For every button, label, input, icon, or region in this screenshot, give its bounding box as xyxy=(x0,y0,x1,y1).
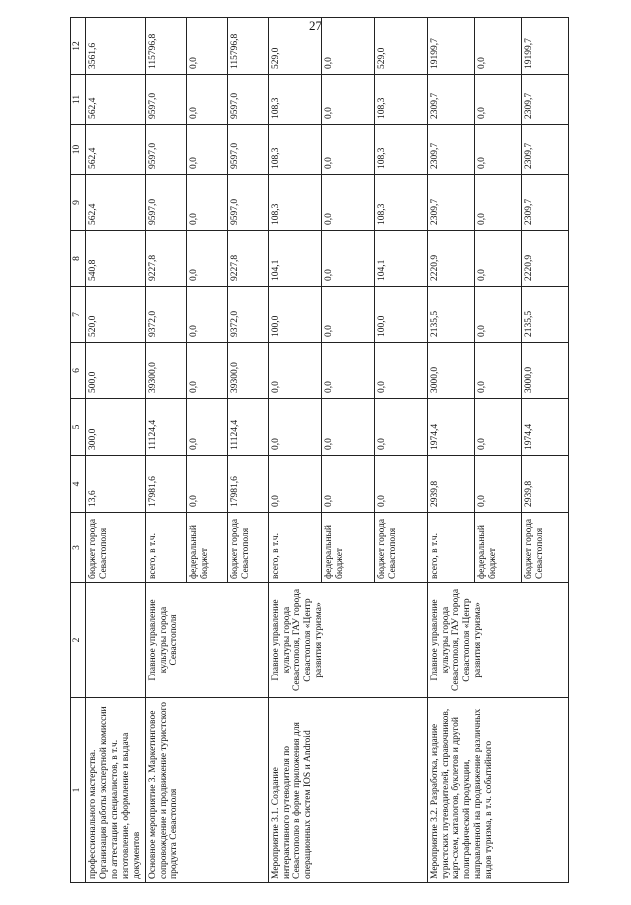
value-cell: 0,0 xyxy=(374,399,427,456)
value-cell: 100,0 xyxy=(374,287,427,343)
activity-cell: профессионального мастерства. Организация работы экспертной комиссии по аттестации специалистов, в т.ч. изготовление, оформление и выдача документов xyxy=(86,698,146,883)
value-cell: 9227,8 xyxy=(145,231,186,287)
total-cell: 19199,7 xyxy=(427,18,474,75)
total-cell: 0,0 xyxy=(186,18,227,75)
total-cell: 529,0 xyxy=(374,18,427,75)
value-cell: 108,3 xyxy=(268,175,321,231)
value-cell: 0,0 xyxy=(474,175,521,231)
value-cell: 0,0 xyxy=(268,456,321,513)
value-cell: 0,0 xyxy=(268,399,321,456)
executor-cell: Главное управление культуры города Севастополя, ГАУ города Севастополя «Центр развития туризма» xyxy=(427,583,568,698)
value-cell: 0,0 xyxy=(321,231,374,287)
column-header: 2 xyxy=(71,583,86,698)
value-cell: 108,3 xyxy=(374,125,427,175)
value-cell: 9597,0 xyxy=(227,75,268,125)
value-cell: 2309,7 xyxy=(427,75,474,125)
source-cell: бюджет города Севастополя xyxy=(521,513,568,583)
rotated-table-wrapper xyxy=(70,33,600,883)
activity-cell: Мероприятие 3.2. Разработка, издание туристских путеводителей, справочников, карт-схем, каталогов, буклетов и другой полиграфической продукции, направленной на продвижение различных видов туризма, в т.ч. событийного xyxy=(427,698,568,883)
value-cell: 0,0 xyxy=(374,343,427,399)
column-header: 5 xyxy=(71,399,86,456)
value-cell: 2220,9 xyxy=(427,231,474,287)
value-cell: 0,0 xyxy=(186,456,227,513)
value-cell: 0,0 xyxy=(321,399,374,456)
total-cell: 115796,8 xyxy=(227,18,268,75)
value-cell: 1974,4 xyxy=(521,399,568,456)
value-cell: 9597,0 xyxy=(145,125,186,175)
value-cell: 300,0 xyxy=(86,399,146,456)
activity-cell: Основное мероприятие 3. Маркетинговое сопровождение и продвижение туристского продукта Севастополя xyxy=(145,698,268,883)
value-cell: 2309,7 xyxy=(427,175,474,231)
value-cell: 0,0 xyxy=(321,287,374,343)
value-cell: 104,1 xyxy=(268,231,321,287)
value-cell: 3000,0 xyxy=(521,343,568,399)
value-cell: 0,0 xyxy=(321,456,374,513)
value-cell: 2939,8 xyxy=(427,456,474,513)
total-cell: 115796,8 xyxy=(145,18,186,75)
value-cell: 0,0 xyxy=(268,343,321,399)
column-header: 3 xyxy=(71,513,86,583)
value-cell: 0,0 xyxy=(474,343,521,399)
value-cell: 108,3 xyxy=(374,175,427,231)
value-cell: 2135,5 xyxy=(521,287,568,343)
value-cell: 520,0 xyxy=(86,287,146,343)
value-cell: 0,0 xyxy=(321,175,374,231)
header-row xyxy=(71,18,86,883)
value-cell: 108,3 xyxy=(374,75,427,125)
value-cell: 2220,9 xyxy=(521,231,568,287)
column-header: 8 xyxy=(71,231,86,287)
value-cell: 3000,0 xyxy=(427,343,474,399)
value-cell: 0,0 xyxy=(474,75,521,125)
source-cell: федеральный бюджет xyxy=(186,513,227,583)
table-row xyxy=(268,18,321,883)
value-cell: 0,0 xyxy=(321,125,374,175)
value-cell: 0,0 xyxy=(186,125,227,175)
value-cell: 100,0 xyxy=(268,287,321,343)
value-cell: 2939,8 xyxy=(521,456,568,513)
total-cell: 0,0 xyxy=(321,18,374,75)
value-cell: 2309,7 xyxy=(521,75,568,125)
column-header: 7 xyxy=(71,287,86,343)
value-cell: 9597,0 xyxy=(227,125,268,175)
value-cell: 17981,6 xyxy=(145,456,186,513)
table-row xyxy=(86,18,146,883)
value-cell: 2309,7 xyxy=(521,125,568,175)
value-cell: 0,0 xyxy=(321,75,374,125)
value-cell: 39300,0 xyxy=(145,343,186,399)
value-cell: 11124,4 xyxy=(145,399,186,456)
value-cell: 500,0 xyxy=(86,343,146,399)
value-cell: 0,0 xyxy=(474,399,521,456)
source-cell: федеральный бюджет xyxy=(474,513,521,583)
value-cell: 104,1 xyxy=(374,231,427,287)
column-header: 9 xyxy=(71,175,86,231)
value-cell: 108,3 xyxy=(268,125,321,175)
table-row xyxy=(145,18,186,883)
source-cell: бюджет города Севастополя xyxy=(374,513,427,583)
column-header: 6 xyxy=(71,343,86,399)
value-cell: 9597,0 xyxy=(145,175,186,231)
value-cell: 17981,6 xyxy=(227,456,268,513)
value-cell: 0,0 xyxy=(186,231,227,287)
value-cell: 0,0 xyxy=(374,456,427,513)
page-number: 27 xyxy=(309,18,322,33)
budget-table xyxy=(70,17,569,883)
value-cell: 1974,4 xyxy=(427,399,474,456)
value-cell: 0,0 xyxy=(186,399,227,456)
value-cell: 0,0 xyxy=(321,343,374,399)
column-header: 4 xyxy=(71,456,86,513)
value-cell: 540,8 xyxy=(86,231,146,287)
value-cell: 0,0 xyxy=(186,75,227,125)
source-cell: всего, в т.ч. xyxy=(427,513,474,583)
value-cell: 0,0 xyxy=(474,125,521,175)
source-cell: бюджет города Севастополя xyxy=(86,513,146,583)
source-cell: всего, в т.ч. xyxy=(268,513,321,583)
total-cell: 529,0 xyxy=(268,18,321,75)
value-cell: 0,0 xyxy=(474,287,521,343)
value-cell: 9372,0 xyxy=(145,287,186,343)
source-cell: всего, в т.ч. xyxy=(145,513,186,583)
value-cell: 0,0 xyxy=(474,231,521,287)
executor-cell: Главное управление культуры города Севастополя xyxy=(145,583,268,698)
value-cell: 2309,7 xyxy=(427,125,474,175)
total-cell: 0,0 xyxy=(474,18,521,75)
executor-cell: Главное управление культуры города Севастополя, ГАУ города Севастополя «Центр развития туризма» xyxy=(268,583,427,698)
source-cell: бюджет города Севастополя xyxy=(227,513,268,583)
executor-cell xyxy=(86,583,146,698)
value-cell: 9597,0 xyxy=(227,175,268,231)
value-cell: 0,0 xyxy=(186,287,227,343)
value-cell: 0,0 xyxy=(186,343,227,399)
value-cell: 0,0 xyxy=(186,175,227,231)
value-cell: 108,3 xyxy=(268,75,321,125)
activity-cell: Мероприятие 3.1. Создание интерактивного путеводителя по Севастополю в форме приложения для операционных систем IOS и Android xyxy=(268,698,427,883)
source-cell: федеральный бюджет xyxy=(321,513,374,583)
value-cell: 9597,0 xyxy=(145,75,186,125)
value-cell: 0,0 xyxy=(474,456,521,513)
column-header: 1 xyxy=(71,698,86,883)
value-cell: 562,4 xyxy=(86,175,146,231)
column-header: 11 xyxy=(71,75,86,125)
value-cell: 9372,0 xyxy=(227,287,268,343)
value-cell: 13,6 xyxy=(86,456,146,513)
value-cell: 9227,8 xyxy=(227,231,268,287)
value-cell: 562,4 xyxy=(86,75,146,125)
value-cell: 11124,4 xyxy=(227,399,268,456)
column-header: 10 xyxy=(71,125,86,175)
table-row xyxy=(427,18,474,883)
value-cell: 39300,0 xyxy=(227,343,268,399)
value-cell: 2309,7 xyxy=(521,175,568,231)
value-cell: 562,4 xyxy=(86,125,146,175)
total-cell: 19199,7 xyxy=(521,18,568,75)
total-cell: 3561,6 xyxy=(86,18,146,75)
column-header: 12 xyxy=(71,18,86,75)
value-cell: 2135,5 xyxy=(427,287,474,343)
